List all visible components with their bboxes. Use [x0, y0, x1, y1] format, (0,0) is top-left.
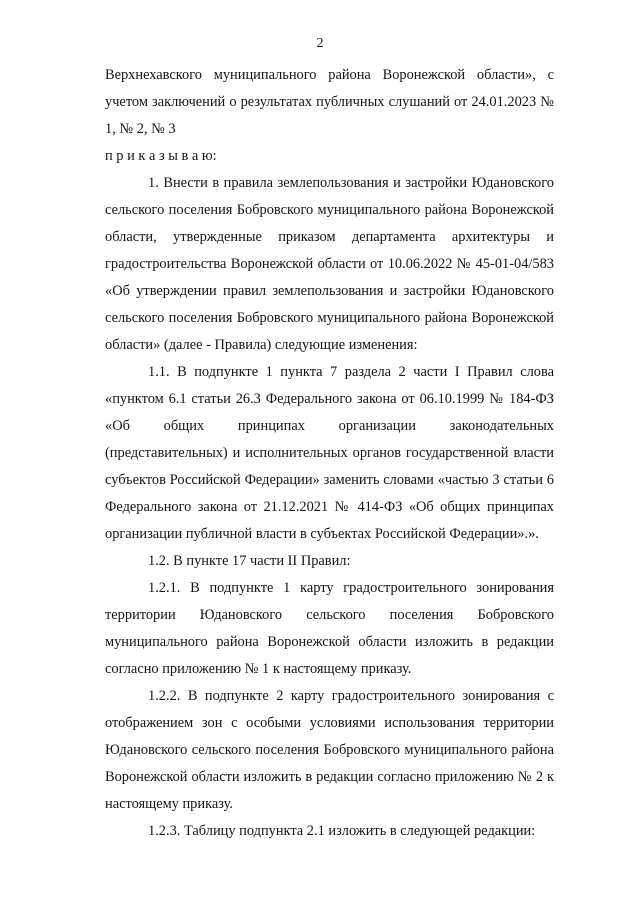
paragraph-order-word: п р и к а з ы в а ю: [105, 148, 217, 164]
paragraph-item-1-2: 1.2. В пункте 17 части II Правил: [148, 553, 351, 569]
paragraph-item-1-2-1: 1.2.1. В подпункте 1 карту градостроительного зонирования территории Юдановского сельского поселения Бобровского муниципального района Воронежской области изложить в редакции согласно приложению № 1 к настоящему приказу. [105, 580, 554, 677]
paragraph-intro-continuation: Верхнехавского муниципального района Воронежской области», с учетом заключений о результатах публичных слушаний от 24.01.2023 № 1, № 2, № 3 [105, 67, 554, 137]
paragraph-item-1-2-3: 1.2.3. Таблицу подпункта 2.1 изложить в следующей редакции: [148, 823, 536, 839]
paragraph-item-1-2-2: 1.2.2. В подпункте 2 карту градостроительного зонирования с отображением зон с особыми условиями использования территории Юдановского сельского поселения Бобровского муниципального района Воронежской области изложить в редакции согласно приложению № 2 к настоящему приказу. [105, 688, 554, 812]
page-number: 2 [316, 36, 324, 51]
document-body [105, 62, 554, 845]
paragraph-item-1-1: 1.1. В подпункте 1 пункта 7 раздела 2 части I Правил слова «пунктом 6.1 статьи 26.3 Федерального закона от 06.10.1999 № 184-ФЗ «Об общих принципах организации законодательных (представительных) и исполнительных органов государственной власти субъектов Российской Федерации» заменить словами «частью 3 статьи 6 Федерального закона от 21.12.2021 № 414-ФЗ «Об общих принципах организации публичной власти в субъектах Российской Федерации».». [105, 364, 554, 542]
paragraph-item-1: 1. Внести в правила землепользования и застройки Юдановского сельского поселения Бобровского муниципального района Воронежской области, утвержденные приказом департамента архитектуры и градостроительства Воронежской области от 10.06.2022 № 45-01-04/583 «Об утверждении правил землепользования и застройки Юдановского сельского поселения Бобровского муниципального района Воронежской области» (далее - Правила) следующие изменения: [105, 175, 554, 353]
